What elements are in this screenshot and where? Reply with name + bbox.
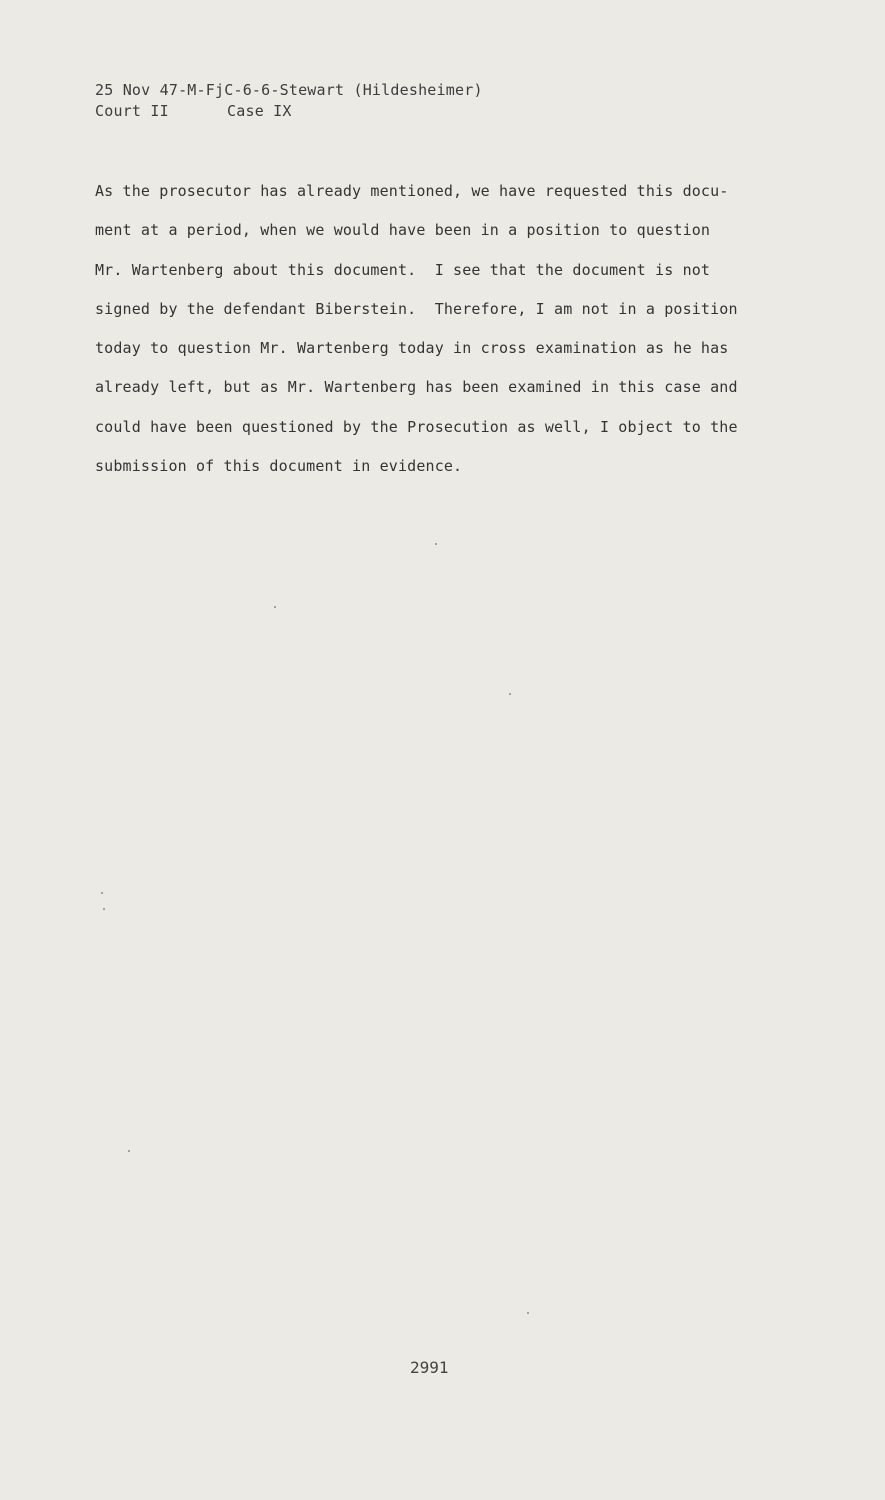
paper-speck [509,693,511,695]
paper-speck [274,606,276,608]
document-body [95,172,785,486]
paper-speck [527,1312,529,1314]
body-line: already left, but as Mr. Wartenberg has been examined in this case and [95,378,738,397]
paper-speck [435,543,437,545]
paper-speck [128,1150,130,1152]
body-line: submission of this document in evidence. [95,457,463,476]
paper-speck [103,908,105,910]
body-line: today to question Mr. Wartenberg today in cross examination as he has [95,339,729,358]
document-header [95,80,483,122]
body-line: As the prosecutor has already mentioned, we have requested this docu- [95,182,729,200]
body-line: could have been questioned by the Prosecution as well, I object to the [95,417,738,436]
court-label: Court II [95,102,169,120]
body-line: Mr. Wartenberg about this document. I see that the document is not [95,260,711,279]
body-line: ment at a period, when we would have been in a position to question [95,221,711,240]
case-label: Case IX [227,102,292,120]
header-court-case-line [95,101,483,122]
paper-speck [101,892,103,894]
body-line: signed by the defendant Biberstein. Therefore, I am not in a position [95,299,738,318]
page-number: 2991 [410,1358,449,1377]
header-reference-line: 25 Nov 47-M-FjC-6-6-Stewart (Hildesheimer) [95,81,483,99]
